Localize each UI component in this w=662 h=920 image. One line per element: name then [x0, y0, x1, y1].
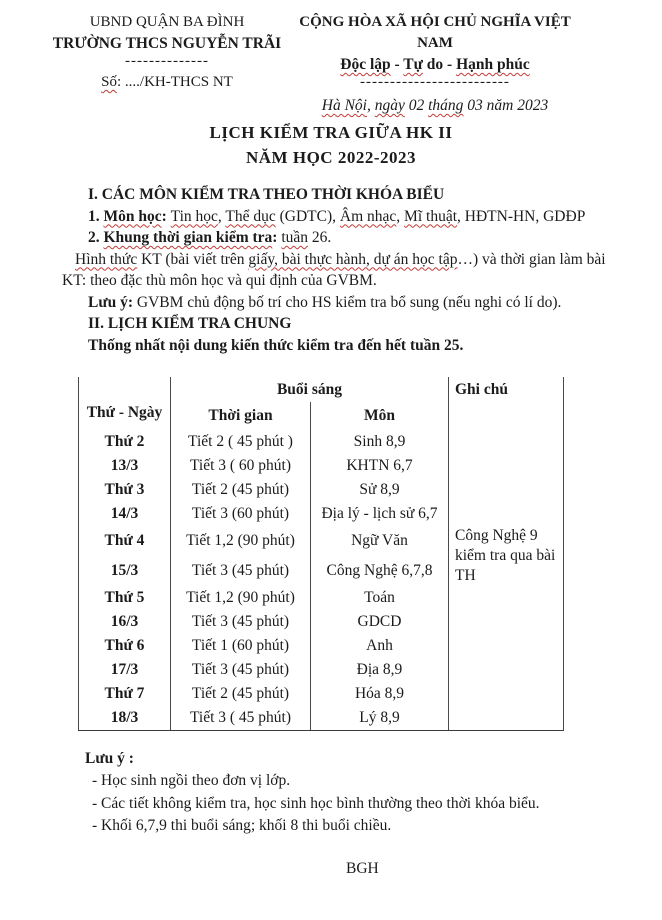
table-row: [79, 610, 564, 634]
spellcheck-flagged-text: Thể dục: [225, 207, 276, 225]
cell-subject: GDCD: [311, 610, 449, 634]
document-title: [0, 120, 662, 170]
national-header-block: [280, 12, 590, 116]
cell-day: Thứ 4: [79, 526, 171, 556]
cell-time: Tiết 3 (45 phút): [171, 610, 311, 634]
spellcheck-flagged-text: Khung thời gian kiểm tra: [103, 229, 273, 246]
cell-note: [449, 682, 564, 706]
table-row: [79, 454, 564, 478]
spellcheck-flagged-text: Âm nhạc: [339, 207, 397, 225]
remark-line: [62, 292, 622, 314]
text-segment: KT (bài viết trên: [137, 250, 249, 268]
cell-subject: Toán: [311, 586, 449, 610]
spellcheck-flagged-text: tuần: [281, 229, 309, 246]
spellcheck-flagged-text: giấy, bài thực hành, dự án học tập: [248, 250, 458, 268]
cell-time: Tiết 2 ( 45 phút ): [171, 430, 311, 454]
table-row: [79, 586, 564, 610]
section-2-heading: II. LỊCH KIỂM TRA CHUNG: [88, 315, 292, 332]
text-segment: 1.: [88, 207, 104, 225]
table-row: [79, 430, 564, 454]
text-segment: (GDTC),: [275, 207, 340, 225]
text-segment: : ..../KH-THCS NT: [117, 74, 233, 90]
cell-day: 16/3: [79, 610, 171, 634]
section-2-subline: Thống nhất nội dung kiến thức kiểm tra đến hết tuần 25.: [88, 336, 464, 354]
header-note-column: Ghi chú: [449, 377, 564, 430]
cell-time: Tiết 3 (45 phút): [171, 556, 311, 586]
cell-day: Thứ 6: [79, 634, 171, 658]
title-line-1: LỊCH KIỂM TRA GIỮA HK II: [209, 123, 453, 142]
cell-time: Tiết 2 (45 phút): [171, 478, 311, 502]
footer-notes: [62, 748, 622, 838]
cell-day: 15/3: [79, 556, 171, 586]
motto-divider: -------------------------: [360, 74, 510, 90]
text-segment: :: [161, 207, 171, 225]
cell-subject: Ngữ Văn: [311, 526, 449, 556]
table-row: [79, 634, 564, 658]
cell-subject: Anh: [311, 634, 449, 658]
spellcheck-flagged-text: tháng: [428, 97, 464, 114]
subjects-line: [62, 206, 622, 228]
cell-day: Thứ 2: [79, 430, 171, 454]
cell-time: Tiết 3 (45 phút): [171, 658, 311, 682]
timeframe-line: [62, 227, 622, 249]
cell-day: Thứ 3: [79, 478, 171, 502]
cell-time: Tiết 3 ( 45 phút): [171, 706, 311, 730]
note-item-2: - Các tiết không kiểm tra, học sinh học bình thường theo thời khóa biểu.: [92, 794, 540, 812]
section-1-heading: I. CÁC MÔN KIỂM TRA THEO THỜI KHÓA BIỂU: [88, 186, 445, 203]
format-paragraph: [62, 249, 622, 292]
schedule-table-body: [79, 430, 564, 730]
notes-title: Lưu ý :: [85, 749, 134, 767]
cell-subject: Sinh 8,9: [311, 430, 449, 454]
document-header: [0, 12, 662, 114]
cell-day: Thứ 7: [79, 682, 171, 706]
cell-note: [449, 478, 564, 502]
cell-note: [449, 454, 564, 478]
spellcheck-flagged-text: Hạnh phúc: [456, 56, 530, 73]
spellcheck-flagged-text: Tự: [403, 56, 423, 73]
cell-time: Tiết 1,2 (90 phút): [171, 526, 311, 556]
header-subject-column: Môn: [311, 402, 449, 430]
text-segment: GVBM chủ động bố trí cho HS kiểm tra bổ sung (nếu nghi có lí do).: [133, 293, 562, 311]
cell-note: [449, 430, 564, 454]
cell-subject: Địa 8,9: [311, 658, 449, 682]
national-title: CỘNG HÒA XÃ HỘI CHỦ NGHĨA VIỆT NAM: [299, 14, 571, 51]
national-motto: [280, 54, 590, 75]
text-segment: , HĐTN-HN, GDĐP: [457, 207, 586, 225]
spellcheck-flagged-text: ngày: [374, 97, 405, 114]
spellcheck-flagged-text: Hình thức: [75, 250, 138, 268]
note-item-3: - Khối 6,7,9 thi buổi sáng; khối 8 thi buổi chiều.: [92, 817, 392, 834]
text-segment: 26.: [308, 229, 332, 246]
table-header-row-1: [79, 377, 564, 402]
text-segment: Lưu ý:: [88, 293, 134, 311]
table-row: [79, 706, 564, 730]
org-school-name: TRƯỜNG THCS NGUYỄN TRÃI: [52, 35, 282, 52]
header-time-column: Thời gian: [171, 402, 311, 430]
cell-subject: Hóa 8,9: [311, 682, 449, 706]
signature-block: BGH: [346, 859, 379, 877]
cell-subject: KHTN 6,7: [311, 454, 449, 478]
cell-day: Thứ 5: [79, 586, 171, 610]
text-segment: :: [272, 229, 282, 246]
table-row: [79, 526, 564, 556]
cell-time: Tiết 1 (60 phút): [171, 634, 311, 658]
text-segment: -: [390, 56, 404, 73]
cell-time: Tiết 3 (60 phút): [171, 502, 311, 526]
text-segment: 02: [404, 97, 429, 114]
schedule-table-head: [79, 377, 564, 430]
cell-time: Tiết 2 (45 phút): [171, 682, 311, 706]
spellcheck-flagged-text: Môn học: [103, 207, 162, 225]
table-row: [79, 478, 564, 502]
cell-subject: Lý 8,9: [311, 706, 449, 730]
table-row: [79, 502, 564, 526]
cell-time: Tiết 1,2 (90 phút): [171, 586, 311, 610]
spellcheck-flagged-text: Số: [101, 74, 117, 90]
place-date-line: [280, 95, 590, 116]
cell-day: 18/3: [79, 706, 171, 730]
cell-note: [449, 586, 564, 610]
spellcheck-flagged-text: Mĩ thuật: [404, 207, 458, 225]
spellcheck-flagged-text: Hà Nội: [321, 97, 367, 114]
cell-subject: Địa lý - lịch sử 6,7: [311, 502, 449, 526]
cell-note: [449, 706, 564, 730]
cell-note: Công Nghệ 9 kiểm tra qua bài TH: [449, 526, 564, 586]
text-segment: ,: [217, 207, 226, 225]
text-segment: ,: [396, 207, 405, 225]
org-parent-name: UBND QUẬN BA ĐÌNH: [89, 14, 245, 30]
cell-day: 17/3: [79, 658, 171, 682]
cell-time: Tiết 3 ( 60 phút): [171, 454, 311, 478]
table-row: [79, 682, 564, 706]
cell-note: [449, 502, 564, 526]
table-row: [79, 658, 564, 682]
note-item-1: - Học sinh ngồi theo đơn vị lớp.: [92, 772, 291, 789]
spellcheck-flagged-text: Độc lập: [340, 56, 391, 73]
exam-schedule-table: [78, 377, 564, 731]
document-body: [62, 184, 622, 356]
text-segment: 03 năm 2023: [463, 97, 549, 114]
spellcheck-flagged-text: Tin học: [170, 207, 218, 225]
cell-note: [449, 634, 564, 658]
cell-subject: Sử 8,9: [311, 478, 449, 502]
text-segment: do -: [422, 56, 457, 73]
title-line-2: NĂM HỌC 2022-2023: [246, 148, 416, 167]
text-segment: 2.: [88, 229, 104, 246]
text-segment: …) và thời gian làm bài KT: theo đặc thù môn học và qui định của GVBM.: [62, 250, 606, 289]
cell-subject: Công Nghệ 6,7,8: [311, 556, 449, 586]
cell-day: 14/3: [79, 502, 171, 526]
header-morning-session: Buổi sáng: [171, 377, 449, 402]
cell-note: [449, 610, 564, 634]
cell-day: 13/3: [79, 454, 171, 478]
cell-note: [449, 658, 564, 682]
header-day-column: Thứ - Ngày: [79, 377, 171, 430]
text-segment: ,: [366, 97, 375, 114]
org-divider: --------------: [125, 53, 209, 69]
